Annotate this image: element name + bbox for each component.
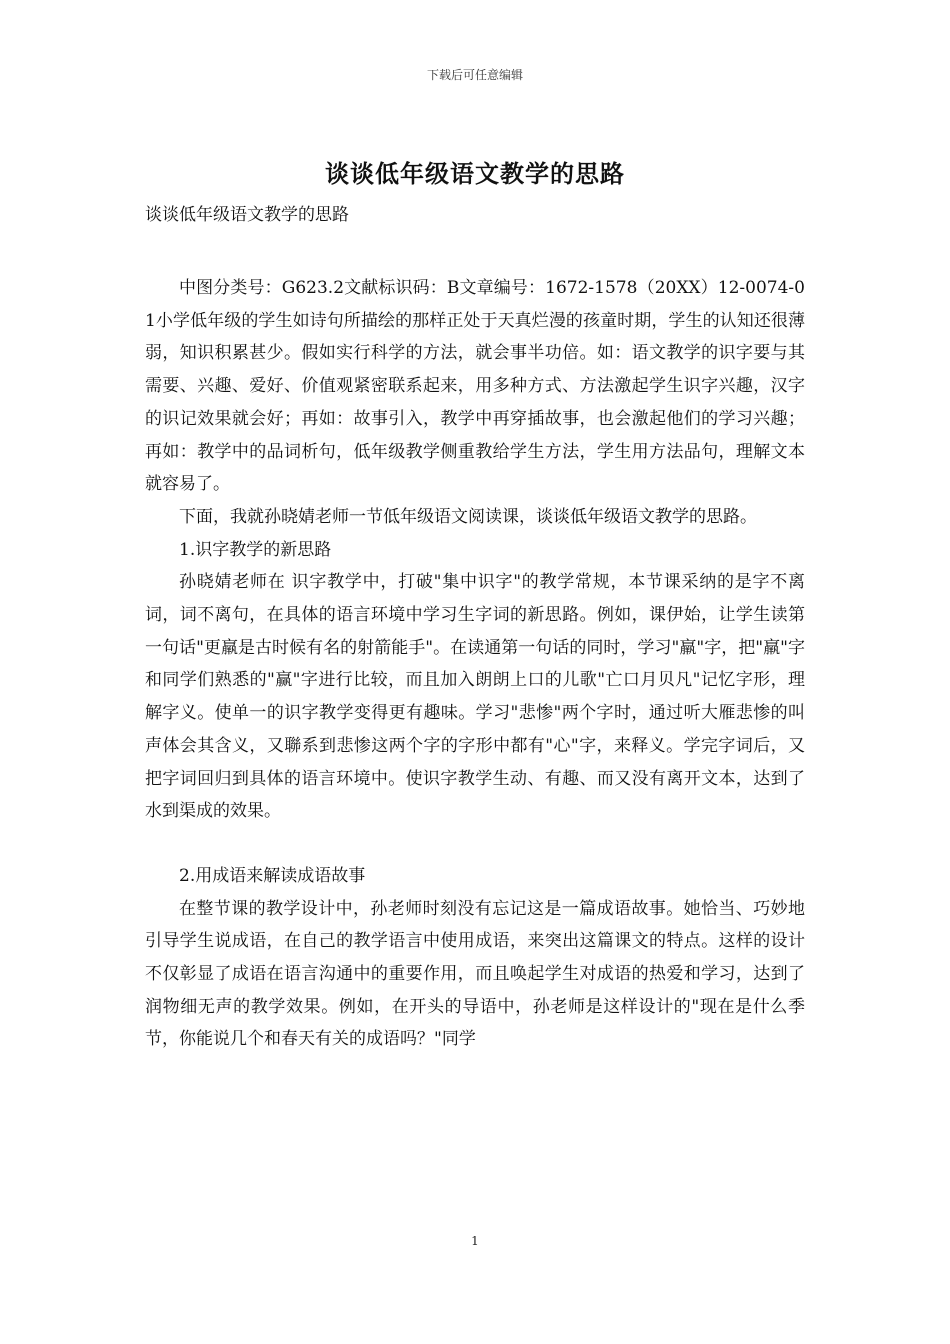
document-title: 谈谈低年级语文教学的思路 <box>325 159 625 188</box>
document-subtitle: 谈谈低年级语文教学的思路 <box>145 205 349 225</box>
section-gap <box>145 828 805 860</box>
header-note: 下载后可任意编辑 <box>426 68 523 82</box>
page-number: 1 <box>471 1234 479 1248</box>
paragraph-overview: 下面，我就孙晓婧老师一节低年级语文阅读课，谈谈低年级语文教学的思路。 <box>179 506 757 527</box>
section-heading-2: 2.用成语来解读成语故事 <box>179 865 366 886</box>
paragraph-section-1: 孙晓婧老师在 识字教学中，打破"集中识字"的教学常规，本节课采纳的是字不离词，词不离句，在具体的语言环境中学习生字词的新思路。例如，课伊始，让学生读第一句话"更羸是古时候有名的射箭能手"。在读通第一句话的同时，学习"羸"字，把"羸"字和同学们熟悉的"赢"字进行比较，而且加入朗朗上口的儿歌"亡口月贝凡"记忆字形，理解字义。使单一的识字教学变得更有趣味。学习"悲惨"两个字时，通过听大雁悲惨的叫声体会其含义，又聯系到悲惨这两个字的字形中都有"心"字，来释义。学完字词后，又把字词回归到具体的语言环境中。使识字教学生动、有趣、而又没有离开文本，达到了水到渠成的效果。 <box>145 572 805 822</box>
paragraph-intro: 中图分类号：G623.2文献标识码：B文章编号：1672-1578（20XX）12-0074-01小学低年级的学生如诗句所描绘的那样正处于天真烂漫的孩童时期，学生的认知还很薄弱，知识积累甚少。假如实行科学的方法，就会事半功倍。如：语文教学的识字要与其需要、兴趣、爱好、价值观紧密联系起来，用多种方式、方法激起学生识字兴趣，汉字的识记效果就会好；再如：故事引入，教学中再穿插故事，也会激起他们的学习兴趣；再如：教学中的品词析句，低年级教学侧重教给学生方法，学生用方法品句，理解文本就容易了。 <box>145 278 805 495</box>
section-heading-1: 1.识字教学的新思路 <box>179 539 332 560</box>
document-body <box>145 272 805 1056</box>
paragraph-section-2: 在整节课的教学设计中，孙老师时刻没有忘记这是一篇成语故事。她恰当、巧妙地引导学生说成语，在自己的教学语言中使用成语，来突出这篇课文的特点。这样的设计不仅彰显了成语在语言沟通中的重要作用，而且唤起学生对成语的热爱和学习，达到了润物细无声的教学效果。例如，在开头的导语中，孙老师是这样设计的"现在是什么季节，你能说几个和春天有关的成语吗？"同学 <box>145 898 805 1050</box>
